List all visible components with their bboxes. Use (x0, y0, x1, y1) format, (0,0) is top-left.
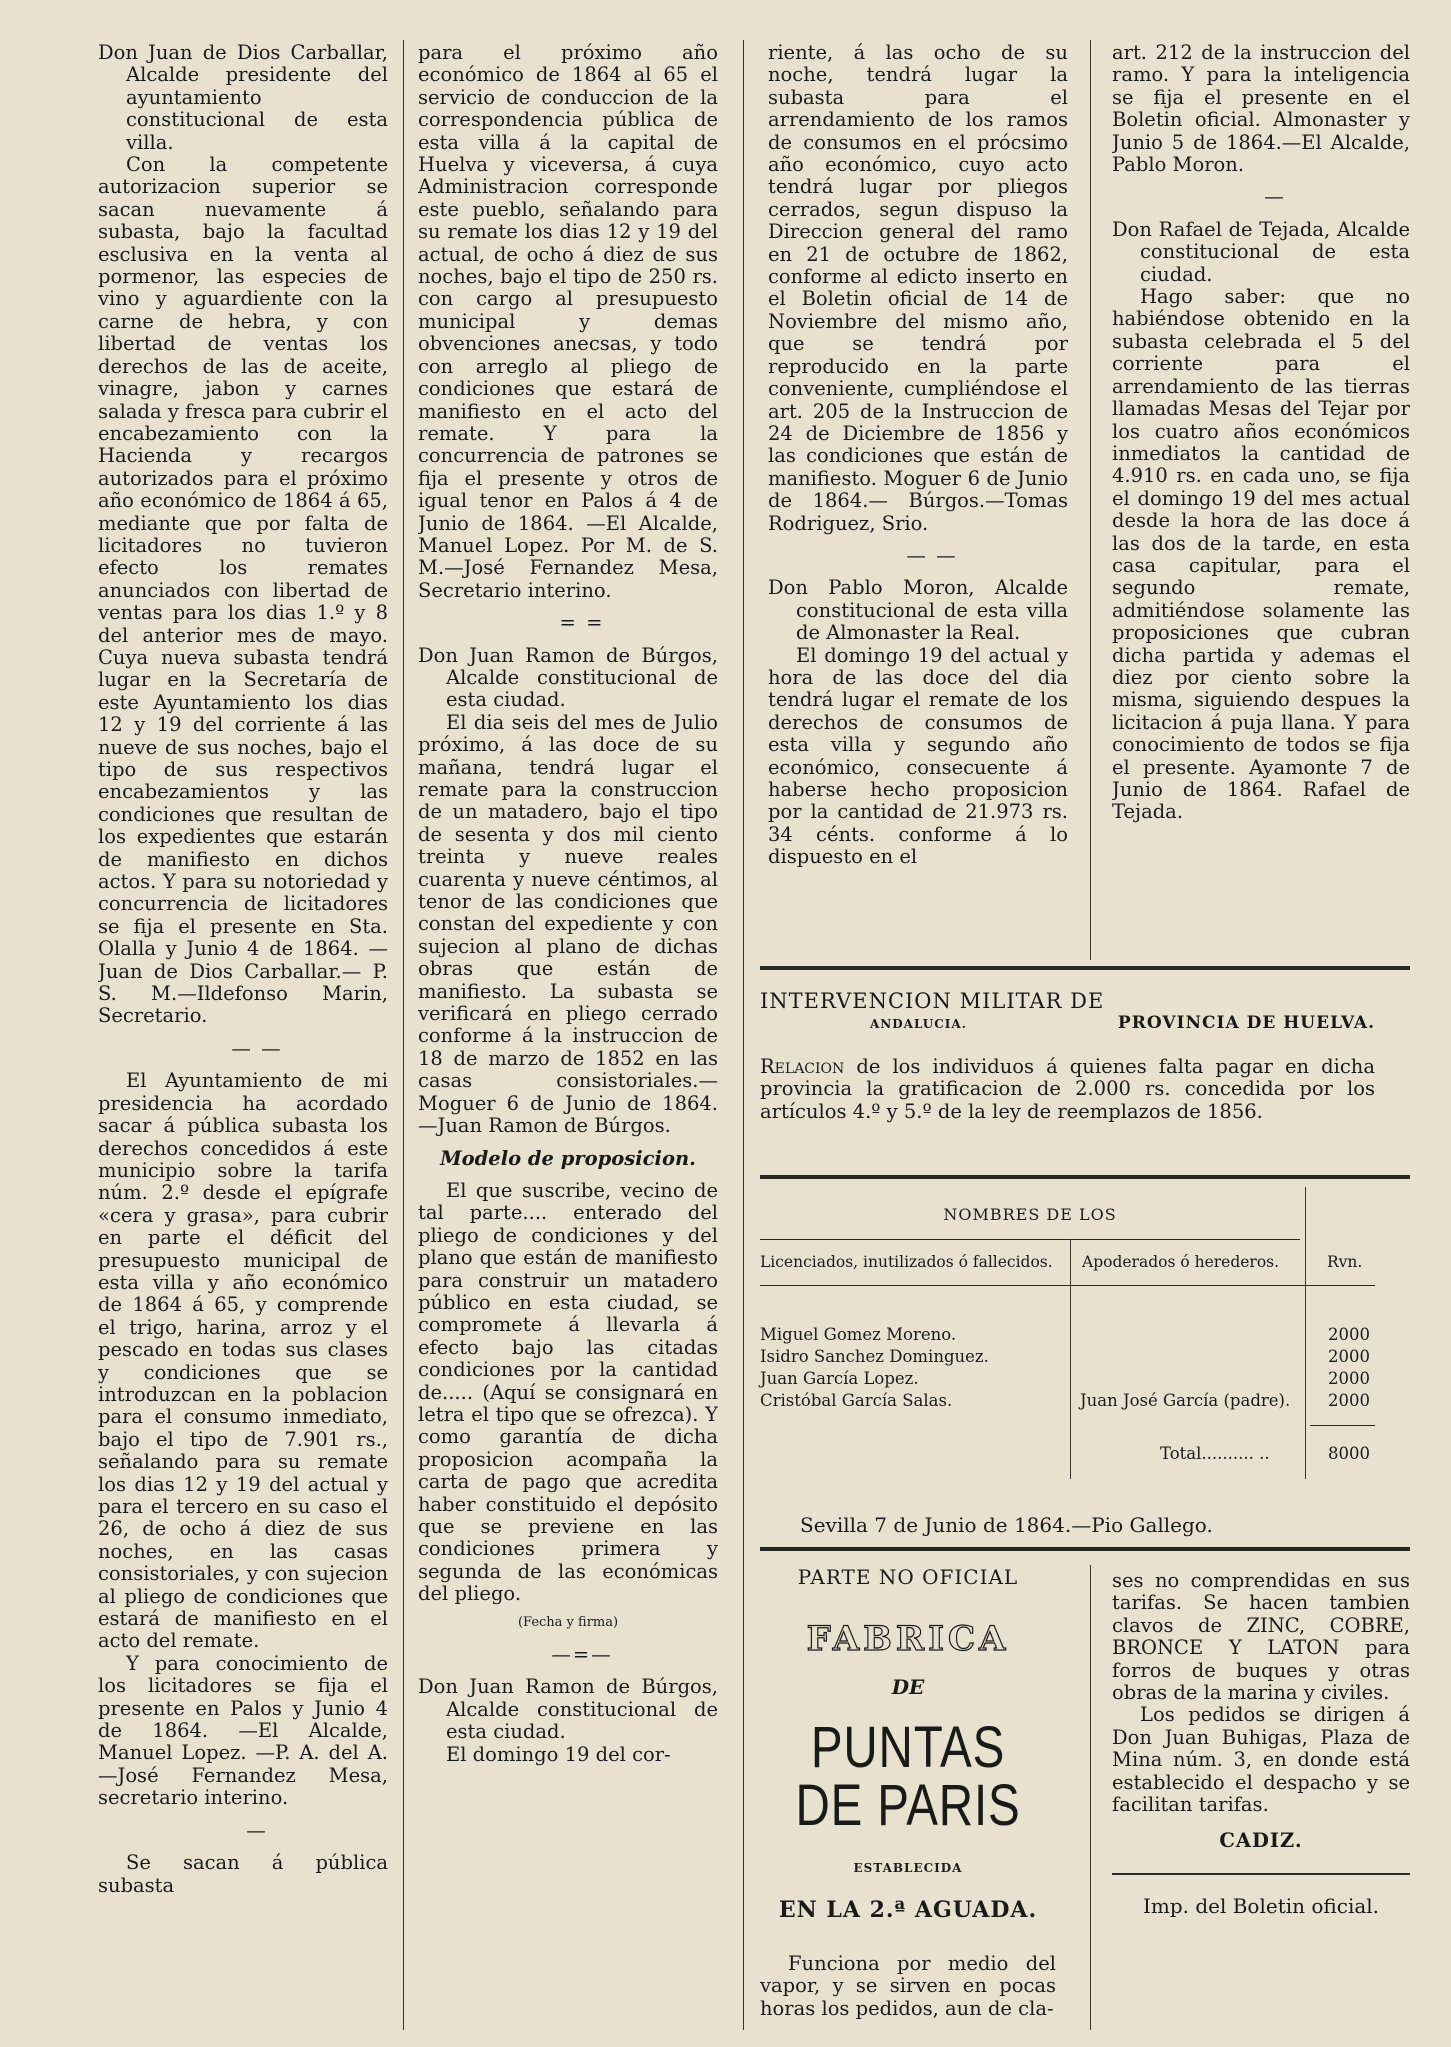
column-4 (1112, 42, 1410, 947)
table-top-rule (760, 1175, 1410, 1179)
table-row: Juan García Lopez. (760, 1369, 919, 1388)
column-rule (403, 40, 404, 2030)
column-rule (1090, 1565, 1091, 2030)
column-3 (768, 42, 1068, 947)
column-rule (743, 40, 744, 2030)
separator: — (1264, 185, 1286, 209)
imprenta-label: Imp. del Boletin oficial. (1142, 1893, 1380, 1918)
table-group-header: NOMBRES DE LOS (943, 1205, 1117, 1224)
table-col-rvn: Rvn. (1327, 1253, 1363, 1271)
parte-no-oficial (760, 1565, 1056, 2035)
separator: — (246, 1818, 268, 1842)
table-col-apoderados: Apoderados ó herederos. (1082, 1253, 1280, 1271)
table-total-value: 8000 (1328, 1444, 1370, 1463)
paragraph: art. 212 de la instruccion del ramo. Y para la inteligencia se fija el presente en el Boletin oficial. Almonaster y Junio 5 de 1864.—El Alcalde, Pablo Moron. (1112, 42, 1410, 177)
table-cell-amount: 2000 (1328, 1347, 1370, 1366)
puntas-de-paris-heading: PUNTAS DE PARIS (795, 1715, 1021, 1838)
paragraph: riente, á las ocho de su noche, tendrá lugar la subasta para el arrendamiento de los ramos de consumos en el prócsimo año económico, cuyo acto tendrá lugar por pliegos cerrados, segun dispuso la Direccion general del ramo en 21 de octubre de 1862, conforme al edicto inserto en el Boletin oficial de 14 de Noviembre del mismo año, que se tendrá por reproducido en la parte conveniente, cumpliéndose el art. 205 de la Instruccion de 24 de Diciembre de 1856 y las condiciones que están de manifiesto. Moguer 6 de Junio de 1864.— Búrgos.—Tomas Rodriguez, Srio. (768, 42, 1068, 535)
separator: = = (559, 611, 605, 635)
relacion-body: de los individuos á quienes falta pagar en dicha provincia la gratificacion de 2.000 rs. concedida por los artículos 4.º y 5.º de la ley de reemplazos de 1856. (760, 1054, 1375, 1123)
section-rule (760, 966, 1410, 970)
cadiz-label: CADIZ. (1219, 1829, 1303, 1853)
aguada-label: EN LA 2.ª AGUADA. (778, 1897, 1038, 1923)
paragraph: Modelo de proposicion. (440, 1146, 696, 1170)
paragraph: El domingo 19 del actual y hora de las doce del dia tendrá lugar el remate de los derechos de consumos de esta villa y segundo año económico, consecuente á haberse hecho proposicion por la cantidad de 21.973 rs. 34 cénts. conforme á lo dispuesto en el (768, 643, 1068, 869)
section-rule (760, 1547, 1410, 1551)
paragraph: El que suscribe, vecino de tal parte.... enterado del pliego de condiciones y del plano que están de manifiesto para construir un matadero público en esta ciudad, se compromete á llevarla á efecto bajo las citadas condiciones por la cantidad de..... (Aquí se consignará en letra el tipo que se ofrezca). Y como garantía de dicha proposicion acompaña la carta de pago que acredita haber constituido el depósito que se previene en las condiciones primera y segunda de las económicas del pliego. (418, 1178, 718, 1606)
sevilla-signature: Sevilla 7 de Junio de 1864.—Pio Gallego. (800, 1513, 1213, 1537)
establecida-label: ESTABLECIDA (853, 1861, 963, 1875)
de-label: DE (891, 1675, 925, 1699)
paragraph: Hago saber: que no habiéndose obtenido en la subasta celebrada el 5 del corriente para el arrendamiento de las tierras llamadas Mesas del Tejar por los cuatro años económicos inmediatos la cantidad de 4.910 rs. en cada uno, se fija el domingo 19 del mes actual desde la hora de las doce á las dos de la tarde, en esta casa capitular, para el segundo remate, admitiéndose solamente las proposiciones que cubran dicha partida y ademas el diez por ciento sobre la misma, siguiendo despues la licitacion á puja llana. Y para conocimiento de todos se fija el presente. Ayamonte 7 de Junio de 1864. Rafael de Tejada. (1112, 285, 1410, 824)
relacion-text (760, 1056, 1375, 1123)
paragraph: Se sacan á pública subasta (98, 1851, 388, 1897)
paragraph: Don Pablo Moron, Alcalde constitucional de esta villa de Almonaster la Real. (768, 576, 1068, 645)
separator: — — (906, 543, 958, 567)
parte-no-oficial-heading: PARTE NO OFICIAL (797, 1565, 1019, 1589)
intervencion-province: PROVINCIA DE HUELVA. (1117, 1013, 1375, 1034)
table-col-licenciados: Licenciados, inutilizados ó fallecidos. (760, 1253, 1053, 1271)
paragraph: (Fecha y firma) (517, 1614, 619, 1630)
paragraph: El Ayuntamiento de mi presidencia ha acordado sacar á pública subasta los derechos concedidos á este municipio sobre la tarifa núm. 2.º desde el epígrafe «cera y grasa», para cubrir en parte el déficit del presupuesto municipal de esta villa y año económico de 1864 á 65, y comprende el trigo, harina, arroz y el pescado en todas sus clases y condiciones que se introduzcan en la poblacion para el consumo inmediato, bajo el tipo de 7.901 rs., señalando para su remate los dias 12 y 19 del actual y para el tercero en su caso el 26, de ocho á diez de sus noches, en las casas consistoriales, y con sujecion al pliego de condiciones que estará de manifiesto en el acto del remate. (98, 1069, 388, 1653)
table-cell-amount: 2000 (1328, 1391, 1370, 1410)
paragraph: El dia seis del mes de Julio próximo, á las doce de su mañana, tendrá lugar el remate para la construccion de un matadero, bajo el tipo de sesenta y dos mil ciento treinta y nueve reales cuarenta y nueve céntimos, al tenor de las condiciones que constan del expediente y con sujecion al plano de dichas obras que están de manifiesto. La subasta se verificará en pliego cerrado conforme á la instruccion de 18 de marzo de 1852 en las casas consistoriales.— Moguer 6 de Junio de 1864. —Juan Ramon de Búrgos. (418, 710, 718, 1138)
column-1 (98, 42, 388, 2037)
separator: —=— (551, 1643, 613, 1667)
column-6 (1112, 1570, 1410, 2010)
table-row: Miguel Gomez Moreno. (760, 1325, 957, 1344)
separator: — — (231, 1036, 283, 1060)
column-rule (1090, 40, 1091, 960)
paragraph: El domingo 19 del cor- (446, 1742, 671, 1766)
table-row: Isidro Sanchez Dominguez. (760, 1347, 989, 1366)
ad-orders: Los pedidos se dirigen á Don Juan Buhigas, Plaza de Mina núm. 3, en donde está establecido el despacho y se facilitan tarifas. (1112, 1703, 1410, 1817)
table-row: Cristóbal García Salas. (760, 1391, 953, 1410)
intervencion-title: INTERVENCION MILITAR DE (760, 989, 1105, 1013)
paragraph: Y para conocimiento de los licitadores se fija el presente en Palos y Junio 4 de 1864. —El Alcalde, Manuel Lopez. —P. A. del A.—José Fernandez Mesa, secretario interino. (98, 1651, 388, 1810)
intervencion-block (760, 990, 1375, 1123)
paragraph: Con la competente autorizacion superior se sacan nuevamente á subasta, bajo la facultad esclusiva en la venta al pormenor, las especies de vino y aguardiente con la carne de hebra, y con libertad de ventas los derechos de las de aceite, vinagre, jabon y carnes salada y fresca para cubrir el encabezamiento con la Hacienda y recargos autorizados para el próximo año económico de 1864 á 65, mediante que por falta de licitadores no tuvieron efecto los remates anunciados con libertad de ventas para los dias 1.º y 8 del anterior mes de mayo. Cuya nueva subasta tendrá lugar en la Secretaría de este Ayuntamiento los dias 12 y 19 del corriente á las nueve de sus noches, bajo el tipo de sus respectivos encabezamientos y las condiciones que resultan de los expedientes que estarán de manifiesto en dichos actos. Y para su notoriedad y concurrencia de licitadores se fija el presente en Sta. Olalla y Junio 4 de 1864. —Juan de Dios Carballar.— P. S. M.—Ildefonso Marin, Secretario. (98, 153, 388, 1028)
paragraph: Don Juan de Dios Carballar, Alcalde presidente del ayuntamiento constitucional de esta villa. (98, 42, 388, 154)
table-cell-heir: Juan José García (padre). (1080, 1391, 1291, 1410)
gratificacion-table (760, 1187, 1375, 1517)
fabrica-heading: FABRICA (806, 1619, 1010, 1659)
paragraph: para el próximo año económico de 1864 al 65 el servicio de conduccion de la correspondencia pública de esta villa á la capital de Huelva y viceversa, á cuya Administracion corresponde este pueblo, señalando para su remate los dias 12 y 19 del actual, de ocho á diez de sus noches, bajo el tipo de 250 rs. con cargo al presupuesto municipal y demas obvenciones anecsas, y todo con arreglo al pliego de condiciones que estará de manifiesto en el acto del remate. Y para la concurrencia de patrones se fija el presente y otros de igual tenor en Palos á 4 de Junio de 1864. —El Alcalde, Manuel Lopez. Por M. de S. M.—José Fernandez Mesa, Secretario interino. (418, 42, 718, 602)
relacion-lead: Relacion (760, 1054, 845, 1078)
ad-continuation: ses no comprendidas en sus tarifas. Se hacen tambien clavos de ZINC, COBRE, BRONCE Y LATON para forros de buques y otras obras de la marina y civiles. (1112, 1569, 1410, 1705)
column-2 (418, 42, 718, 2037)
table-cell-amount: 2000 (1328, 1325, 1370, 1344)
intervencion-subtitle: ANDALUCIA. (870, 1017, 967, 1032)
paragraph: Don Juan Ramon de Búrgos, Alcalde constitucional de esta ciudad. (418, 1675, 718, 1744)
funciona-text: Funciona por medio del vapor, y se sirven en pocas horas los pedidos, aun de cla- (760, 1952, 1056, 2020)
paragraph: Don Juan Ramon de Búrgos, Alcalde constitucional de esta ciudad. (418, 643, 718, 712)
paragraph: Don Rafael de Tejada, Alcalde constitucional de esta ciudad. (1112, 217, 1410, 286)
table-total-label: Total.......... .. (1160, 1444, 1270, 1463)
table-cell-amount: 2000 (1328, 1369, 1370, 1388)
